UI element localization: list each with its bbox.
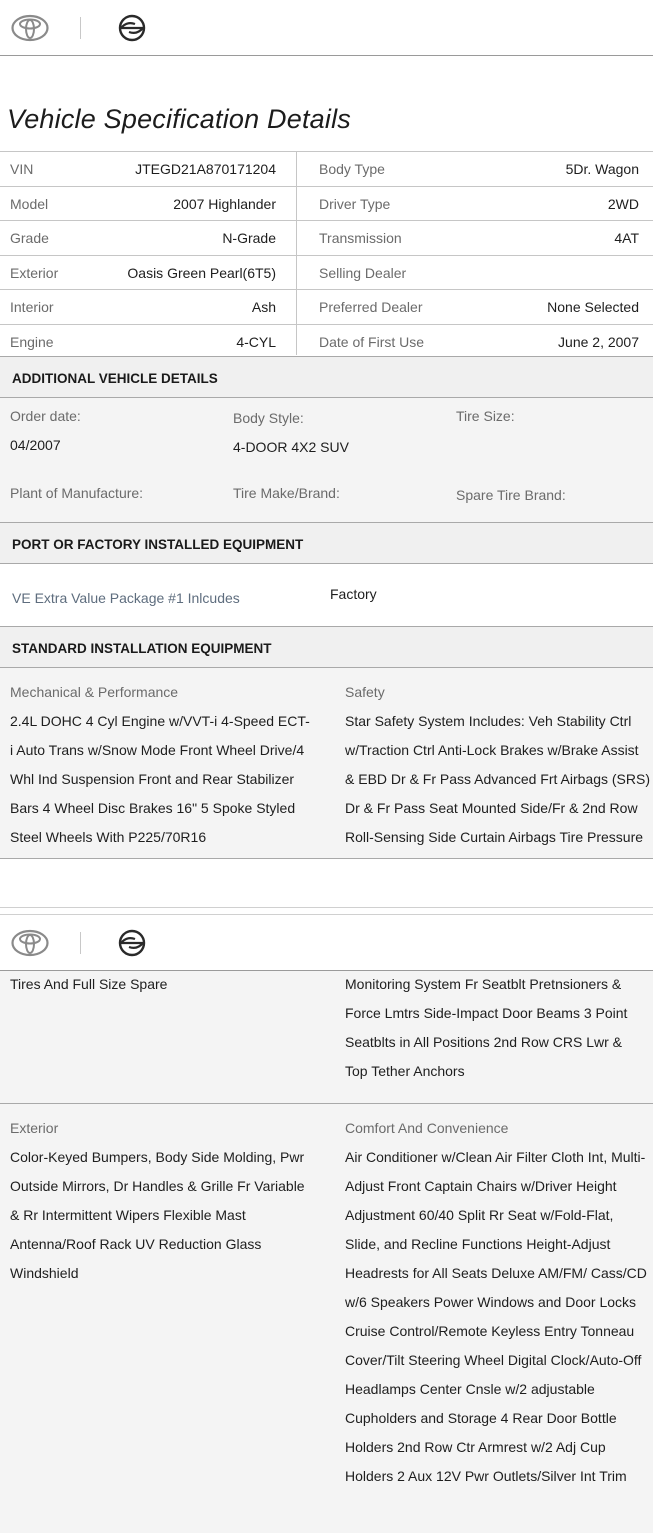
- spec-label: Exterior: [10, 264, 59, 281]
- section-title: STANDARD INSTALLATION EQUIPMENT: [12, 641, 272, 656]
- package-item-source: Factory: [330, 586, 377, 602]
- safety-label: Safety: [345, 684, 385, 700]
- order-date-value: 04/2007: [10, 437, 61, 453]
- safety-text: Star Safety System Includes: Veh Stability Ctrl w/Traction Ctrl Anti-Lock Brakes w/Brake Assist & EBD Dr & Fr Pass Advanced Frt Airbags (SRS) Dr & Fr Pass Seat Mounted Side/Fr & 2nd Row Roll-Sensing Side Curtain Airbags Tire Pressure: [345, 713, 650, 845]
- body-style-value: 4-DOOR 4X2 SUV: [233, 439, 349, 455]
- spec-label: Selling Dealer: [319, 264, 407, 281]
- page-header-repeat: [0, 914, 653, 971]
- spec-value: 4AT: [614, 230, 639, 246]
- body-style-label: Body Style:: [233, 410, 304, 426]
- spec-column-divider: [296, 151, 297, 355]
- toyota-logo-icon: [11, 929, 49, 957]
- standard-equipment-heading: [0, 626, 653, 668]
- spec-value: Oasis Green Pearl(6T5): [127, 264, 276, 281]
- exterior-label: Exterior: [10, 1120, 59, 1136]
- section-title: ADDITIONAL VEHICLE DETAILS: [12, 371, 218, 386]
- comfort-text: Air Conditioner w/Clean Air Filter Cloth Int, Multi-Adjust Front Captain Chairs w/Driver Height Adjustment 60/40 Split Rr Seat w/Fold-Flat, Slide, and Recline Functions Height-Adjust Headrests for All Seats Deluxe AM/FM/ Cass/CD w/6 Speakers Power Windows and Door Locks Cruise Control/Remote Keyless Entry Tonneau Cover/Tilt Steering Wheel Digital Clock/Auto-Off Headlamps Center Cnsle w/2 adjustable Cupholders and Storage 4 Rear Door Bottle Holders 2nd Row Ctr Armrest w/2 Adj Cup Holders 2 Aux 12V Pwr Outlets/Silver Int Trim: [345, 1149, 647, 1484]
- logo-divider: [80, 932, 81, 954]
- spec-label: Date of First Use: [319, 333, 425, 350]
- package-item-label: VE Extra Value Package #1 Inlcudes: [12, 590, 240, 606]
- spec-label: Interior: [10, 299, 54, 315]
- page-header: [0, 0, 653, 56]
- spec-label: VIN: [10, 161, 34, 177]
- comfort-label: Comfort And Convenience: [345, 1120, 509, 1136]
- scion-logo-icon: [113, 14, 151, 42]
- spec-label: Body Type: [319, 161, 385, 177]
- spec-label: Driver Type: [319, 195, 391, 212]
- spec-value: 5Dr. Wagon: [565, 161, 639, 177]
- spec-value: JTEGD21A870171204: [135, 161, 276, 177]
- plant-label: Plant of Manufacture:: [10, 485, 144, 501]
- logo-divider: [80, 17, 81, 39]
- spec-label: Engine: [10, 333, 54, 350]
- page-break-line: [0, 907, 653, 908]
- spec-row: [0, 220, 653, 255]
- spare-tire-label: Spare Tire Brand:: [456, 487, 566, 503]
- spec-value: June 2, 2007: [558, 333, 639, 350]
- spec-label: Transmission: [319, 230, 402, 246]
- spec-row: [0, 324, 653, 359]
- spec-table: [0, 151, 653, 358]
- additional-details-panel: [0, 398, 653, 522]
- spec-value: N-Grade: [222, 230, 276, 246]
- spec-value: None Selected: [547, 299, 639, 315]
- mechanical-text: 2.4L DOHC 4 Cyl Engine w/VVT-i 4-Speed ECT-i Auto Trans w/Snow Mode Front Wheel Drive/4 Whl Ind Suspension Front and Rear Stabilizer Bars 4 Wheel Disc Brakes 16" 5 Spoke Styled Steel Wheels With P225/70R16: [10, 713, 310, 845]
- spec-label: Grade: [10, 230, 49, 246]
- section-divider: [0, 858, 653, 859]
- spec-value: 2WD: [607, 195, 639, 212]
- spec-label: Model: [10, 195, 49, 212]
- spec-row: [0, 186, 653, 221]
- spec-value: 2007 Highlander: [173, 195, 276, 212]
- mechanical-text-continued: Tires And Full Size Spare: [10, 976, 168, 992]
- toyota-logo-icon: [11, 14, 49, 42]
- scion-logo-icon: [113, 929, 151, 957]
- spec-row: [0, 289, 653, 324]
- page-title: Vehicle Specification Details: [7, 104, 351, 134]
- exterior-text: Color-Keyed Bumpers, Body Side Molding, Pwr Outside Mirrors, Dr Handles & Grille Fr Variable & Rr Intermittent Wipers Flexible Mast Antenna/Roof Rack UV Reduction Glass Windshield: [10, 1149, 305, 1281]
- section-title: PORT OR FACTORY INSTALLED EQUIPMENT: [12, 537, 304, 552]
- spec-label: Preferred Dealer: [319, 299, 423, 315]
- safety-text-continued: Monitoring System Fr Seatblt Pretnsioners & Force Lmtrs Side-Impact Door Beams 3 Point Seatblts in All Positions 2nd Row CRS Lwr & Top Tether Anchors: [345, 976, 628, 1079]
- order-date-label: Order date:: [10, 408, 81, 424]
- tire-size-label: Tire Size:: [456, 408, 515, 424]
- spec-row: [0, 255, 653, 290]
- port-factory-heading: [0, 522, 653, 564]
- spec-value: Ash: [251, 299, 276, 315]
- spec-value: 4-CYL: [236, 333, 276, 350]
- additional-details-heading: [0, 356, 653, 398]
- tire-make-label: Tire Make/Brand:: [233, 485, 340, 501]
- mechanical-label: Mechanical & Performance: [10, 684, 179, 700]
- spec-row: [0, 151, 653, 186]
